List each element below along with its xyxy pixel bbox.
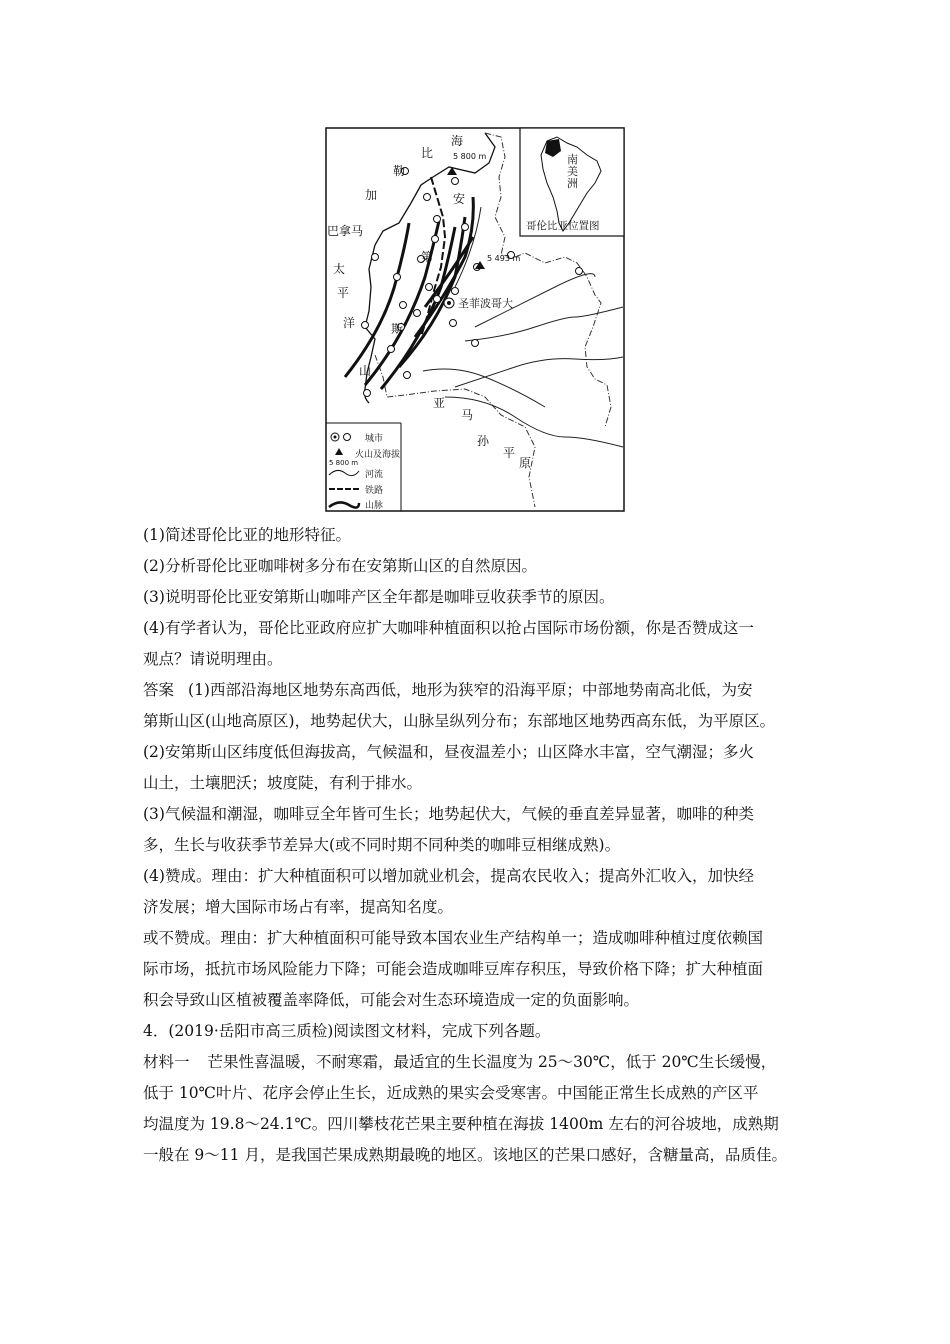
material-label: 材料一 (143, 1053, 190, 1071)
answer-1-line-2: 第斯山区(山地高原区)，地势起伏大，山脉呈纵列分布；东部地区地势西高东低，为平原区。 (143, 712, 776, 730)
label-peak-1: 5 800 m (453, 152, 487, 161)
city-marker (472, 340, 479, 347)
legend-railway-label: 铁路 (365, 486, 384, 496)
city-marker (388, 346, 395, 353)
city-marker (372, 254, 379, 261)
answer-4b-line-3: 积会导致山区植被覆盖率降低，可能会对生态环境造成一定的负面影响。 (143, 991, 640, 1009)
material-line-2: 低于 10℃叶片、花序会停止生长，近成熟的果实会受寒害。中国能正常生长成熟的产区平 (143, 1084, 759, 1102)
label-andes-3: 斯 (391, 322, 404, 336)
map-svg (325, 127, 625, 512)
city-marker (434, 296, 441, 303)
label-bogota: 圣菲波哥大 (458, 297, 513, 310)
label-sea-3: 勒 (393, 164, 406, 178)
city-marker (400, 302, 407, 309)
city-marker (426, 284, 433, 291)
label-sea-1: 海 (451, 134, 464, 148)
inset-label-3: 洲 (567, 177, 578, 190)
river-2 (445, 397, 623, 447)
legend-mountain-icon (329, 502, 359, 507)
label-amazon-1: 亚 (433, 396, 446, 410)
mountain-central-2 (381, 227, 455, 389)
city-marker (394, 274, 401, 281)
city-marker (452, 178, 459, 185)
label-pacific-3: 洋 (343, 316, 356, 330)
material-line-3: 均温度为 19.8～24.1℃。四川攀枝花芒果主要种植在海拔 1400m 左右的河谷坡地，成熟期 (143, 1115, 779, 1133)
legend-river-label: 河流 (365, 470, 384, 480)
city-marker (364, 390, 371, 397)
city-marker (576, 268, 583, 275)
river-1 (455, 357, 623, 387)
question-text (143, 520, 823, 1171)
answer-4-line-2: 济发展；增大国际市场占有率，提高知名度。 (143, 898, 454, 916)
city-marker (450, 320, 457, 327)
city-marker (424, 194, 431, 201)
answer-4-line-1: (4)赞成。理由：扩大种植面积可以增加就业机会，提高农民收入；提高外汇收入，加快经 (143, 867, 754, 885)
legend-city-icon (344, 434, 351, 441)
city-marker (432, 236, 439, 243)
legend-volcano-alt: 5 800 m (329, 459, 359, 467)
label-andes-4: 山 (359, 364, 372, 378)
inset-label-2: 美 (567, 165, 578, 178)
question-2: (2)分析哥伦比亚咖啡树多分布在安第斯山区的自然原因。 (143, 557, 537, 575)
answer-1-line-1 (143, 675, 823, 706)
label-peak-2: 5 493 m (487, 254, 521, 263)
answer-2-line-1: (2)安第斯山区纬度低但海拔高，气候温和，昼夜温差小；山区降水丰富，空气潮湿；多火 (143, 743, 754, 761)
legend-capital-dot (334, 436, 337, 439)
answer-1-text: (1)西部沿海地区地势东高西低，地形为狭窄的沿海平原；中部地势南高北低，为安 (188, 681, 753, 699)
city-marker (404, 372, 411, 379)
southern-border (375, 355, 535, 507)
city-marker (434, 216, 441, 223)
city-marker (414, 310, 421, 317)
city-marker (362, 322, 369, 329)
label-amazon-3: 孙 (477, 434, 490, 448)
answer-3-line-1: (3)气候温和潮湿，咖啡豆全年皆可生长；地势起伏大，气候的垂直差异显著，咖啡的种类 (143, 805, 754, 823)
question-block-4-header: 4．(2019·岳阳市高三质检)阅读图文材料，完成下列各题。 (143, 1022, 551, 1040)
map-legend (326, 423, 401, 511)
label-amazon-4: 平 (503, 446, 516, 460)
material-text-1: 芒果性喜温暖，不耐寒霜，最适宜的生长温度为 25～30℃，低于 20℃生长缓慢， (207, 1053, 777, 1071)
inset-title: 哥伦比亚位置图 (526, 220, 600, 232)
answer-3-line-2: 多，生长与收获季节差异大(或不同时期不同种类的咖啡豆相继成熟)。 (143, 836, 621, 854)
label-pacific-2: 平 (337, 286, 350, 300)
label-sea-4: 加 (365, 188, 378, 202)
material-line-4: 一般在 9～11 月，是我国芒果成熟期最晚的地区。该地区的芒果口感好，含糖量高，品质佳。 (143, 1146, 787, 1164)
mountain-western (345, 223, 409, 377)
capital-marker-dot (447, 301, 451, 305)
label-pacific-1: 太 (333, 262, 346, 276)
question-1: (1)简述哥伦比亚的地形特征。 (143, 526, 351, 544)
label-panama: 巴拿马 (327, 224, 364, 238)
colombia-map (325, 127, 625, 512)
inset-label-1: 南 (567, 153, 578, 166)
answer-2-line-2: 山土，土壤肥沃；坡度陡，有利于排水。 (143, 774, 423, 792)
legend-city-label: 城市 (365, 434, 384, 444)
city-marker (462, 224, 469, 231)
question-4-line-1: (4)有学者认为，哥伦比亚政府应扩大咖啡种植面积以抢占国际市场份额，你是否赞成这一 (143, 619, 754, 637)
river-3 (465, 307, 623, 341)
answer-4b-line-1: 或不赞成。理由：扩大种植面积可能导致本国农业生产结构单一；造成咖啡种植过度依赖国 (143, 929, 764, 947)
legend-volcano-label: 火山及海拔 (355, 450, 401, 460)
legend-river-icon (329, 470, 359, 475)
city-marker (452, 288, 459, 295)
label-sea-2: 比 (421, 146, 434, 160)
label-andes-2: 第 (421, 250, 434, 264)
label-amazon-5: 原 (519, 456, 532, 470)
label-amazon-2: 马 (461, 408, 474, 422)
label-andes-1: 安 (453, 192, 466, 206)
answer-4b-line-2: 际市场，抵抗市场风险能力下降；可能会造成咖啡豆库存积压，导致价格下降；扩大种植面 (143, 960, 764, 978)
material-line-1 (143, 1047, 823, 1078)
legend-mountain-label: 山脉 (365, 501, 384, 511)
question-4-line-2: 观点？请说明理由。 (143, 650, 283, 668)
question-3: (3)说明哥伦比亚安第斯山咖啡产区全年都是咖啡豆收获季节的原因。 (143, 588, 615, 606)
legend-volcano-icon (335, 448, 343, 455)
answer-label: 答案 (143, 681, 175, 699)
